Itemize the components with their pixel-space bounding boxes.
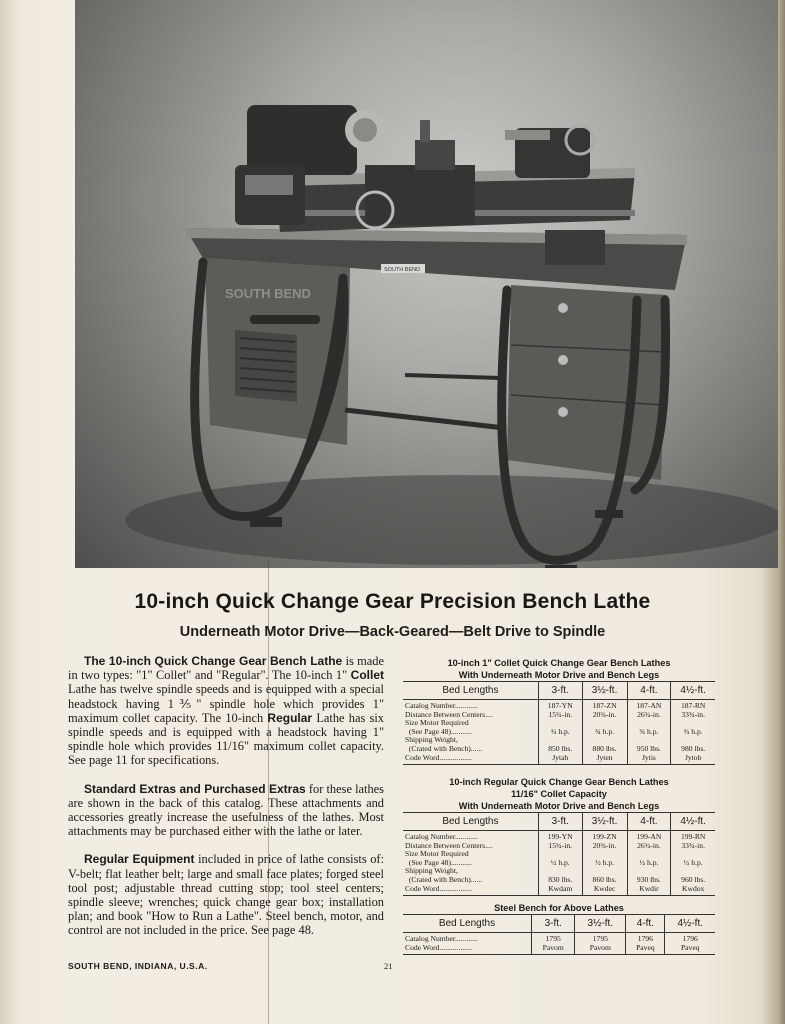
table-caption: 10-inch 1" Collet Quick Change Gear Bench Lathes bbox=[447, 658, 671, 668]
description-column bbox=[68, 654, 384, 952]
lead-extras: Standard Extras and Purchased Extras bbox=[84, 781, 306, 796]
text-run: for these lathes are shown in the back of this catalog. These attachments and accessories greatly increase the usefulness of the lathes. Most attachments may be purchased either with the lathe or later. bbox=[68, 781, 385, 839]
lead-quick-change: The 10-inch Quick Change Gear Bench Lathe bbox=[84, 654, 343, 668]
table-row bbox=[403, 700, 715, 765]
col-header: 4½-ft. bbox=[671, 813, 715, 831]
col-header: 4-ft. bbox=[627, 682, 671, 700]
footer-location: SOUTH BEND, INDIANA, U.S.A. bbox=[68, 961, 208, 971]
col-header: Bed Lengths bbox=[403, 915, 532, 933]
table-cell: 187-RN 33¾-in. ¾ h.p. 980 lbs. Jytob bbox=[671, 700, 715, 765]
lead-collet: Collet bbox=[350, 668, 384, 683]
spec-table bbox=[403, 681, 715, 765]
row-labels: Catalog Number............ Distance Between Centers.... Size Motor Required (See Page 48)........... Shipping Weight, (Crated with Bench)...... Code Word................. bbox=[403, 831, 538, 896]
table-caption: With Underneath Motor Drive and Bench Legs bbox=[458, 801, 660, 811]
col-header: 3-ft. bbox=[538, 813, 582, 831]
lathe-illustration bbox=[75, 0, 778, 568]
col-header: 4½-ft. bbox=[671, 682, 715, 700]
row-labels: Catalog Number............ Code Word................. bbox=[403, 933, 532, 955]
table-row bbox=[403, 831, 715, 896]
table-header-row bbox=[403, 813, 715, 831]
lead-equipment: Regular Equipment bbox=[84, 852, 195, 867]
page-title: 10-inch Quick Change Gear Precision Bench Lathe bbox=[134, 590, 651, 613]
text-run: is made in two types: "1" Collet" and "Regular". The 10-inch 1" bbox=[68, 654, 385, 683]
col-header: 3½-ft. bbox=[582, 682, 627, 700]
table-collet-lathes bbox=[403, 657, 715, 765]
text-run: Lathe has six spindle speeds and is equipped with a headstock having 1" spindle hole which provides 11/16" maximum collet capacity. See page 11 for specifications. bbox=[68, 710, 384, 768]
table-cell: 1795 Pavom bbox=[532, 933, 575, 955]
table-steel-bench bbox=[403, 902, 715, 955]
col-header: 4½-ft. bbox=[665, 915, 715, 933]
col-header: 3-ft. bbox=[532, 915, 575, 933]
paragraph-extras bbox=[68, 782, 384, 839]
table-cell: 199-YN 15¾-in. ½ h.p. 830 lbs. Kwdam bbox=[538, 831, 582, 896]
table-caption: 10-inch Regular Quick Change Gear Bench Lathes bbox=[449, 777, 669, 787]
table-caption: Steel Bench for Above Lathes bbox=[494, 903, 624, 913]
table-header-row bbox=[403, 915, 715, 933]
text-run: Lathe has twelve spindle speeds and is equipped with a special headstock having 1⅗" spindle hole which provides 1" maximum collet capacity. The 10-inch bbox=[68, 682, 384, 725]
table-cell: 1796 Paveq bbox=[665, 933, 715, 955]
table-cell: 1796 Paveq bbox=[626, 933, 665, 955]
table-row bbox=[403, 933, 715, 955]
col-header: 3-ft. bbox=[538, 682, 582, 700]
col-header: 3½-ft. bbox=[582, 813, 627, 831]
page-number: 21 bbox=[384, 961, 393, 971]
spec-table bbox=[403, 914, 715, 955]
paragraph-types bbox=[68, 654, 384, 768]
table-cell: 187-AN 26¾-in. ¾ h.p. 950 lbs. Jytis bbox=[627, 700, 671, 765]
page-subtitle: Underneath Motor Drive—Back-Geared—Belt Drive to Spindle bbox=[179, 624, 606, 640]
table-caption: 11/16" Collet Capacity bbox=[511, 789, 607, 799]
paragraph-equipment bbox=[68, 852, 384, 937]
table-cell: 199-AN 26¾-in. ½ h.p. 930 lbs. Kwdir bbox=[627, 831, 671, 896]
col-header: Bed Lengths bbox=[403, 682, 538, 700]
small-plate: SOUTH BEND bbox=[384, 267, 421, 273]
lathe-photo bbox=[75, 0, 778, 568]
col-header: 4-ft. bbox=[626, 915, 665, 933]
table-header-row bbox=[403, 682, 715, 700]
col-header: 4-ft. bbox=[627, 813, 671, 831]
table-regular-lathes bbox=[403, 776, 715, 896]
text-run: included in price of lathe consists of: V-belt; flat leather belt; large and small face plates; forged steel tool post; adjustable thread cutting stop; tool steel centers; spindle sleeve; wrenches; quick change gear box; installation plan; and book "How to Run a Lathe". Steel bench, motor, and control are not included in the price. See page 48. bbox=[68, 852, 385, 938]
table-caption: With Underneath Motor Drive and Bench Legs bbox=[458, 670, 660, 680]
table-cell: 1795 Pavom bbox=[575, 933, 626, 955]
col-header: Bed Lengths bbox=[403, 813, 538, 831]
brand-plate: SOUTH BEND bbox=[225, 286, 311, 301]
spec-table bbox=[403, 812, 715, 896]
table-cell: 199-ZN 20¾-in. ½ h.p. 860 lbs. Kwdec bbox=[582, 831, 627, 896]
table-cell: 187-ZN 20¾-in. ¾ h.p. 880 lbs. Jyten bbox=[582, 700, 627, 765]
col-header: 3½-ft. bbox=[575, 915, 626, 933]
table-cell: 187-YN 15¾-in. ¾ h.p. 850 lbs. Jytah bbox=[538, 700, 582, 765]
lead-regular: Regular bbox=[267, 710, 313, 725]
table-cell: 199-RN 33¾-in. ½ h.p. 960 lbs. Kwdox bbox=[671, 831, 715, 896]
row-labels: Catalog Number............ Distance Between Centers.... Size Motor Required (See Page 48)........... Shipping Weight, (Crated with Bench)...... Code Word................. bbox=[403, 700, 538, 765]
